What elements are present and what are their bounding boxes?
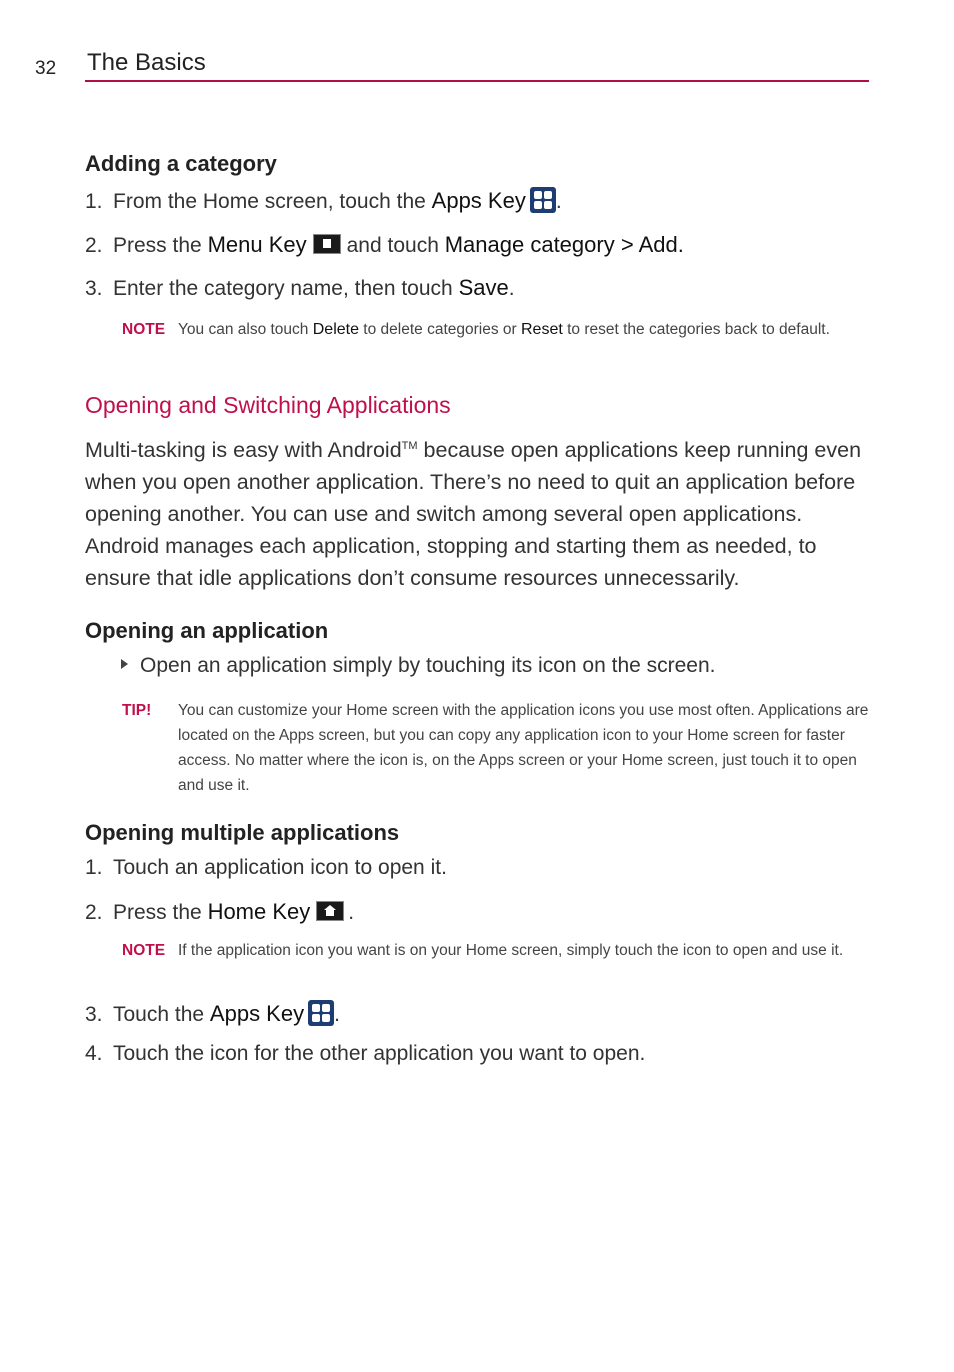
section-title: The Basics [87,49,206,76]
step-number: 2. [85,901,103,924]
step-punct: . [334,1003,340,1026]
triangle-bullet-icon [121,659,128,669]
step-text: Touch the [113,1003,205,1026]
multiple-step-4 [85,1042,645,1066]
paragraph-multitasking: Multi-tasking is easy with Android™ because open applications keep running even when you open another application. There’s no need to quit an application before opening another. You can use and switch among several open applications. Android manages each application, stopping and starting them as needed, to ensure that idle applications don’t consume resources unnecessarily. [85,438,862,591]
note-label: NOTE [122,321,166,338]
step-number: 3. [85,1003,103,1026]
step-text: Touch an application icon to open it. [113,856,447,879]
trademark: TM [401,440,418,452]
note-text: If the application icon you want is on your Home screen, simply touch the icon to open and use it. [178,942,844,959]
heading-adding-category: Adding a category [85,151,277,176]
page-number: 32 [35,58,57,79]
adding-step-2 [85,232,684,258]
step-text: From the Home screen, touch the [113,190,426,213]
menu-key-icon [313,234,341,254]
tip-text: You can customize your Home screen with the application icons you use most often. Applications are located on the Apps screen, but you can copy any application icon to your Home screen for faster access. No matter where the icon is, on the Apps screen or your Home screen, just touch it to open and use it. [178,702,869,794]
heading-opening-switching: Opening and Switching Applications [85,392,451,418]
tip-box [122,698,870,798]
note-label: NOTE [122,942,166,959]
key-name: Home Key [207,899,311,924]
note-multiple [122,938,870,963]
multiple-step-2 [85,899,354,925]
step-text: Press the [113,234,202,257]
home-key-icon [316,901,344,921]
step-number: 3. [85,277,103,300]
key-name: Save [458,275,509,300]
key-name: Apps Key [431,188,526,213]
bullet-text: Open an application simply by touching its icon on the screen. [140,654,716,677]
header-rule [85,80,869,82]
step-number: 1. [85,856,103,879]
bullet-item [121,654,716,678]
multiple-step-1 [85,856,447,880]
step-number: 2. [85,234,103,257]
step-text: Press the [113,901,202,924]
action-name: Manage category > Add. [444,232,684,257]
step-punct: . [348,901,355,924]
note-text: You can also touch Delete to delete categories or Reset to reset the categories back to default. [178,321,830,338]
apps-key-icon [530,187,556,213]
apps-key-icon [308,1000,334,1026]
step-punct: . [508,277,515,300]
key-name: Menu Key [207,232,307,257]
note-adding [122,317,870,342]
step-punct: . [555,190,562,213]
step-text: and touch [346,234,439,257]
heading-opening-multiple: Opening multiple applications [85,820,400,845]
key-name: Apps Key [209,1001,305,1026]
step-text: Touch the icon for the other application you want to open. [113,1042,646,1065]
tip-label: TIP! [122,702,152,719]
multiple-step-3 [85,1000,340,1027]
step-number: 4. [85,1042,103,1065]
heading-opening-application: Opening an application [85,618,329,643]
adding-step-1 [85,187,562,214]
adding-step-3 [85,275,515,301]
step-text: Enter the category name, then touch [113,277,453,300]
step-number: 1. [85,190,103,213]
